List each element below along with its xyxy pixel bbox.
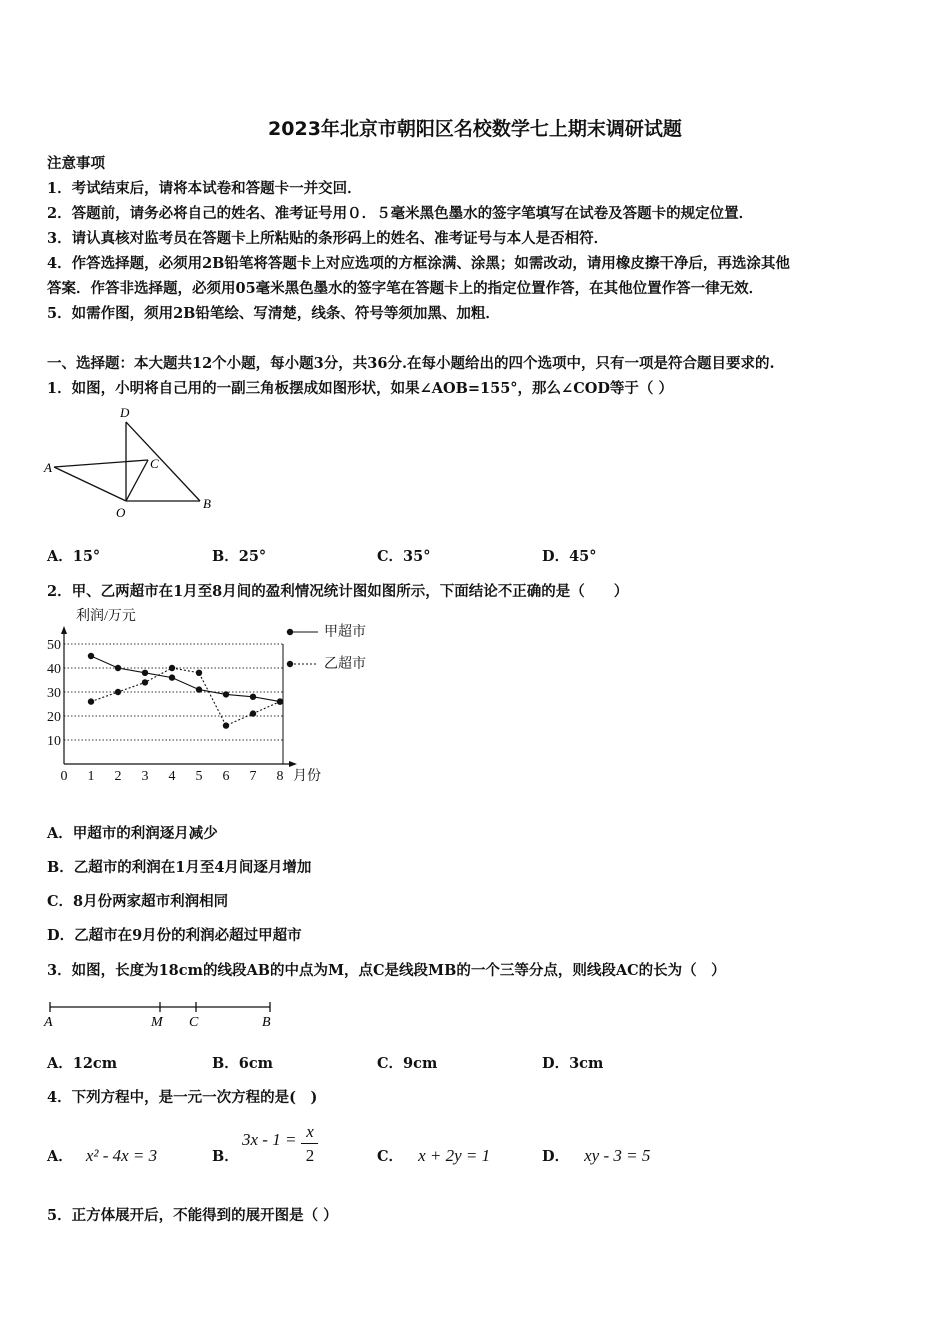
q1-option-a[interactable]: A．15° bbox=[47, 548, 101, 565]
legend-label: 乙超市 bbox=[324, 657, 366, 672]
question-1-stem: 1．如图，小明将自己用的一副三角板摆成如图形状，如果∠AOB=155°，那么∠COD等于（ ） bbox=[47, 380, 673, 397]
q4-option-c-expr: x + 2y = 1 bbox=[418, 1146, 491, 1165]
q4-option-d[interactable] bbox=[542, 1145, 650, 1166]
q1-triangle-figure bbox=[40, 400, 230, 525]
data-point-yi bbox=[115, 689, 121, 695]
data-point-jia bbox=[115, 665, 121, 671]
q4-option-d-label: D． bbox=[542, 1148, 570, 1165]
q3-option-c[interactable]: C．9cm bbox=[377, 1055, 438, 1072]
segment-label-a: A bbox=[44, 1015, 53, 1030]
y-tick-label: 10 bbox=[47, 734, 61, 749]
x-tick-label: 6 bbox=[222, 769, 230, 784]
y-axis-title: 利润/万元 bbox=[76, 609, 136, 624]
data-point-jia bbox=[169, 674, 175, 680]
q2-option-a[interactable]: A．甲超市的利润逐月减少 bbox=[47, 825, 218, 842]
x-axis-arrow bbox=[289, 761, 297, 767]
q4-option-d-expr: xy - 3 = 5 bbox=[584, 1146, 651, 1165]
x-tick-label: 3 bbox=[141, 769, 149, 784]
data-point-jia bbox=[88, 653, 94, 659]
data-point-yi bbox=[277, 698, 283, 704]
notice-item: 3．请认真核对监考员在答题卡上所粘贴的条形码上的姓名、准考证号与本人是否相符． bbox=[47, 230, 609, 247]
point-label-a: A bbox=[44, 460, 52, 475]
q4-option-a-label: A． bbox=[47, 1148, 73, 1165]
q4-option-b-numerator: x bbox=[306, 1122, 314, 1141]
x-tick-label: 0 bbox=[60, 769, 68, 784]
notice-item: 4．作答选择题，必须用2B铅笔将答题卡上对应选项的方框涂满、涂黑；如需改动，请用橡皮擦干净后，再选涂其他 bbox=[47, 255, 790, 272]
point-label-d: D bbox=[120, 405, 130, 420]
segment-label-c: C bbox=[189, 1015, 199, 1030]
data-point-yi bbox=[250, 710, 256, 716]
q4-option-a-expr: x² - 4x = 3 bbox=[85, 1146, 158, 1165]
data-point-jia bbox=[223, 691, 229, 697]
notice-heading: 注意事项 bbox=[47, 155, 105, 172]
question-3-stem: 3．如图，长度为18cm的线段AB的中点为M，点C是线段MB的一个三等分点，则线段AC的长为（ ） bbox=[47, 962, 726, 979]
q3-option-d[interactable]: D．3cm bbox=[542, 1055, 604, 1072]
q2-option-d[interactable]: D．乙超市在9月份的利润必超过甲超市 bbox=[47, 927, 302, 944]
q2-option-b[interactable]: B．乙超市的利润在1月至4月间逐月增加 bbox=[47, 859, 312, 876]
x-tick-label: 2 bbox=[114, 769, 122, 784]
q4-option-a[interactable] bbox=[47, 1145, 157, 1166]
question-4-stem: 4．下列方程中，是一元一次方程的是( ) bbox=[47, 1089, 318, 1106]
q3-segment-figure bbox=[40, 995, 290, 1035]
data-point-jia bbox=[196, 686, 202, 692]
x-tick-label: 1 bbox=[87, 769, 95, 784]
q2-option-c[interactable]: C．8月份两家超市利润相同 bbox=[47, 893, 229, 910]
q1-option-b[interactable]: B．25° bbox=[212, 548, 267, 565]
y-tick-label: 20 bbox=[47, 710, 61, 725]
section-heading: 一、选择题：本大题共12个小题，每小题3分，共36分.在每小题给出的四个选项中，只有一项是符合题目要求的. bbox=[47, 355, 775, 372]
data-point-jia bbox=[142, 670, 148, 676]
q1-option-d[interactable]: D．45° bbox=[542, 548, 597, 565]
segment-label-m: M bbox=[151, 1015, 163, 1030]
y-tick-label: 30 bbox=[47, 686, 61, 701]
q4-option-b-label[interactable]: B． bbox=[212, 1148, 239, 1165]
segment-label-b: B bbox=[262, 1015, 271, 1030]
x-tick-label: 8 bbox=[276, 769, 284, 784]
data-point-yi bbox=[142, 679, 148, 685]
profit-line-chart bbox=[40, 600, 400, 800]
question-5-stem: 5．正方体展开后，不能得到的展开图是（ ） bbox=[47, 1207, 338, 1224]
data-point-yi bbox=[169, 665, 175, 671]
notice-item: 1．考试结束后，请将本试卷和答题卡一并交回． bbox=[47, 180, 362, 197]
y-tick-label: 50 bbox=[47, 638, 61, 653]
q4-option-c[interactable] bbox=[377, 1145, 490, 1166]
q1-option-c[interactable]: C．35° bbox=[377, 548, 431, 565]
data-point-yi bbox=[223, 722, 229, 728]
x-tick-label: 4 bbox=[168, 769, 176, 784]
y-axis-arrow bbox=[61, 626, 67, 634]
point-label-b: B bbox=[203, 496, 211, 511]
q4-option-c-label: C． bbox=[377, 1148, 404, 1165]
x-tick-label: 7 bbox=[249, 769, 257, 784]
point-label-c: C bbox=[150, 456, 159, 471]
notice-item: 5．如需作图，须用2B铅笔绘、写清楚，线条、符号等须加黑、加粗． bbox=[47, 305, 500, 322]
point-label-o: O bbox=[116, 505, 126, 520]
y-tick-label: 40 bbox=[47, 662, 61, 677]
q3-option-b[interactable]: B．6cm bbox=[212, 1055, 274, 1072]
data-point-yi bbox=[88, 698, 94, 704]
question-2-stem: 2．甲、乙两超市在1月至8月间的盈利情况统计图如图所示，下面结论不正确的是（ ） bbox=[47, 583, 629, 600]
fraction-bar bbox=[301, 1143, 318, 1144]
legend-label: 甲超市 bbox=[324, 625, 366, 640]
data-point-yi bbox=[196, 670, 202, 676]
page-title: 2023年北京市朝阳区名校数学七上期末调研试题 bbox=[268, 118, 682, 140]
x-axis-title: 月份 bbox=[293, 769, 321, 784]
q4-option-b-expr: 3x - 1 = bbox=[242, 1130, 297, 1149]
q3-option-a[interactable]: A．12cm bbox=[47, 1055, 118, 1072]
data-point-jia bbox=[250, 694, 256, 700]
notice-item: 2．答题前，请务必将自己的姓名、准考证号用０．５毫米黑色墨水的签字笔填写在试卷及答题卡的规定位置． bbox=[47, 205, 754, 222]
notice-item: 答案．作答非选择题，必须用05毫米黑色墨水的签字笔在答题卡上的指定位置作答，在其他位置作答一律无效． bbox=[47, 280, 764, 297]
x-tick-label: 5 bbox=[195, 769, 203, 784]
q4-option-b-denominator: 2 bbox=[305, 1146, 315, 1165]
